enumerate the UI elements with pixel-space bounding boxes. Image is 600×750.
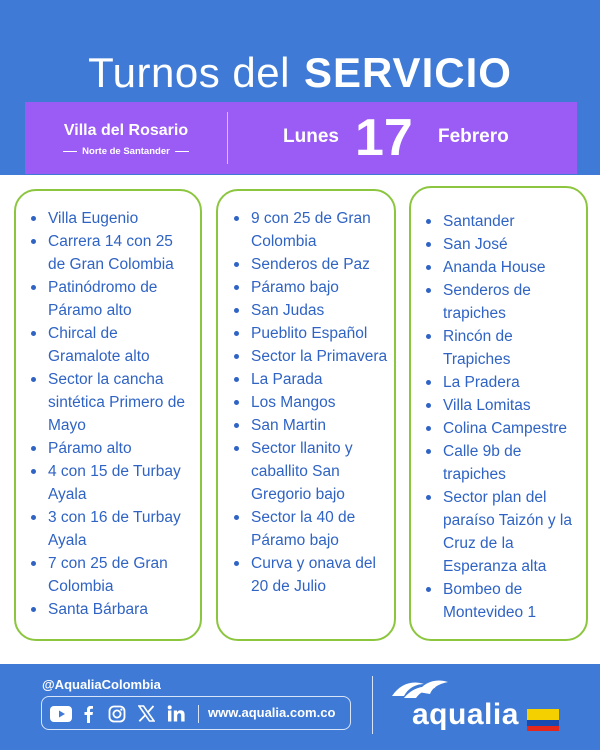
colombia-flag-icon (527, 709, 559, 731)
sector-item: Páramo alto (28, 437, 194, 460)
brand-name: aqualia (412, 698, 519, 731)
day-number: 17 (355, 109, 413, 167)
sector-item: San Martin (231, 414, 388, 437)
x-icon[interactable] (138, 705, 158, 723)
facebook-icon[interactable] (82, 705, 102, 723)
social-separator (198, 705, 199, 723)
sector-item: Sector llanito y caballito San Gregorio bajo (231, 437, 388, 506)
sector-item: Colina Campestre (423, 417, 582, 440)
sector-item: 7 con 25 de Gran Colombia (28, 552, 194, 598)
sector-item: Sector la Primavera (231, 345, 388, 368)
sector-item: Los Mangos (231, 391, 388, 414)
month-name: Febrero (438, 126, 509, 147)
website-link[interactable]: www.aqualia.com.co (208, 705, 336, 720)
day-name: Lunes (283, 126, 339, 147)
sector-item: Villa Lomitas (423, 394, 582, 417)
sector-item: Patinódromo de Páramo alto (28, 276, 194, 322)
instagram-icon[interactable] (108, 705, 128, 723)
sector-list-1 (28, 207, 194, 621)
sector-item: Ananda House (423, 256, 582, 279)
linkedin-icon[interactable] (167, 705, 187, 723)
region-line-right (175, 151, 189, 152)
sector-item: Calle 9b de trapiches (423, 440, 582, 486)
sector-item: Chircal de Gramalote alto (28, 322, 194, 368)
youtube-icon[interactable] (50, 706, 70, 724)
region-name: Norte de Santander (82, 146, 170, 157)
footer-divider (372, 676, 373, 734)
sector-list-3 (423, 210, 582, 624)
sector-column-1 (14, 189, 202, 641)
region-row (25, 146, 227, 157)
sector-item: La Parada (231, 368, 388, 391)
sector-item: Pueblito Español (231, 322, 388, 345)
sector-item: Sector plan del paraíso Taizón y la Cruz de la Esperanza alta (423, 486, 582, 578)
sector-column-3 (409, 186, 588, 641)
sector-item: Villa Eugenio (28, 207, 194, 230)
page-title (0, 48, 600, 98)
sector-item: Bombeo de Montevideo 1 (423, 578, 582, 624)
social-handle[interactable]: @AqualiaColombia (42, 677, 161, 692)
sector-item: 3 con 16 de Turbay Ayala (28, 506, 194, 552)
sector-item: Páramo bajo (231, 276, 388, 299)
sector-item: San Judas (231, 299, 388, 322)
footer (0, 664, 600, 750)
sector-item: Rincón de Trapiches (423, 325, 582, 371)
sector-item: 9 con 25 de Gran Colombia (231, 207, 388, 253)
social-bar (41, 696, 351, 730)
sector-item: Curva y onava del 20 de Julio (231, 552, 388, 598)
brand-logo (390, 676, 580, 740)
date-band (25, 102, 577, 174)
sector-item: Santa Bárbara (28, 598, 194, 621)
sector-item: La Pradera (423, 371, 582, 394)
sector-item: San José (423, 233, 582, 256)
sector-item: Carrera 14 con 25 de Gran Colombia (28, 230, 194, 276)
sector-item: Santander (423, 210, 582, 233)
location-block (25, 102, 227, 174)
sector-item: Senderos de trapiches (423, 279, 582, 325)
sector-item: Senderos de Paz (231, 253, 388, 276)
sector-item: Sector la 40 de Páramo bajo (231, 506, 388, 552)
sector-item: 4 con 15 de Turbay Ayala (28, 460, 194, 506)
sector-list-2 (231, 207, 388, 598)
title-light: Turnos del (88, 49, 290, 96)
city-name: Villa del Rosario (63, 122, 189, 139)
title-bold: SERVICIO (303, 49, 512, 96)
header (0, 0, 600, 175)
region-line-left (63, 151, 77, 152)
sector-column-2 (216, 189, 396, 641)
band-divider (227, 112, 228, 164)
sector-item: Sector la cancha sintética Primero de Mayo (28, 368, 194, 437)
